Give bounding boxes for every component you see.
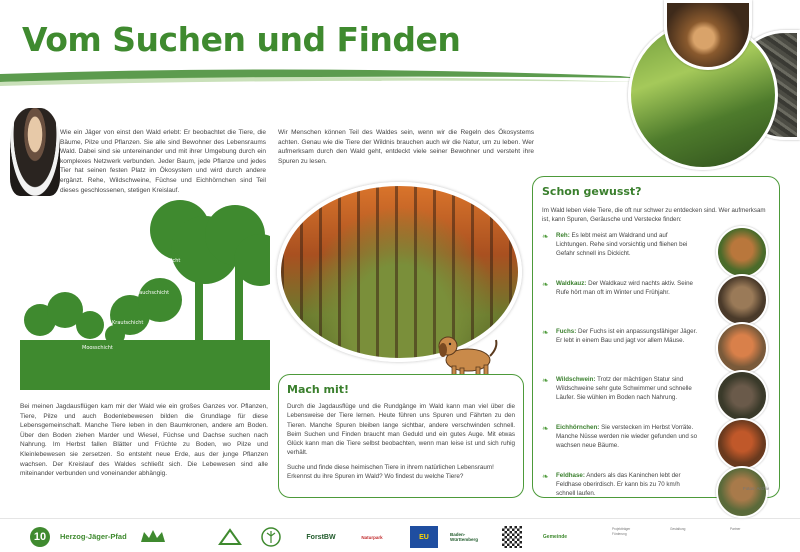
fact-item-fuchs: [542, 328, 770, 376]
squirrel-photo: [716, 418, 768, 470]
partner-list: Projektträger Förderung: [612, 527, 631, 536]
bw-logo: Baden-Württemberg: [450, 532, 478, 542]
fact-text: Der Waldkauz wird nachts aktiv. Seine Rufe hört man oft im Winter und Frühjahr.: [556, 280, 693, 296]
fact-item-wildschwein: [542, 376, 770, 424]
fox-photo: [716, 322, 768, 374]
fact-name: Reh:: [556, 232, 570, 239]
partner-logo-deer: [258, 526, 284, 548]
fact-item-waldkauz: [542, 280, 770, 328]
facts-intro: Im Wald leben viele Tiere, die oft nur schwer zu entdecken sind. Wer aufmerksam ist, kann Spuren, Geräusche und Verstecke finden:: [542, 207, 766, 223]
leaf-icon: ❧: [542, 232, 549, 241]
fact-name: Wildschwein:: [556, 376, 596, 383]
leaf-icon: ❧: [542, 376, 549, 385]
layer-label: Baumschicht: [148, 258, 181, 264]
mitmach-text: Durch die Jagdausflüge und die Rundgänge im Wald kann man viel über die Lebensweise der Tiere lernen. Heute führen uns Spuren und Fährten zu den Tieren. Manche Spuren bleiben lange sichtbar, andere verschwinden schnell. Beim Suchen und Finden braucht man Geduld und ein gutes Auge. Mit etwas Glück kann man die Tiere selbst beobachten, wenn man leise ist und sich ruhig verhält.: [287, 403, 515, 457]
qr-code[interactable]: [502, 526, 522, 548]
leaf-icon: ❧: [542, 472, 549, 481]
layer-label: Moosschicht: [82, 345, 113, 351]
fact-item-eichhoernchen: [542, 424, 770, 472]
facts-box: [532, 176, 780, 498]
fact-item-feldhase: [542, 472, 770, 520]
hare-photo: [716, 466, 768, 518]
leaf-icon: ❧: [542, 328, 549, 337]
fact-text: Es lebt meist am Waldrand und auf Lichtungen. Rehe sind vorsichtig und fliehen bei Gefahr schnell ins Dickicht.: [556, 232, 688, 257]
owl-photo: [716, 274, 768, 326]
layer-label: Krautschicht: [112, 320, 144, 326]
intro-text: Wie ein Jäger von einst den Wald erlebt: Er beobachtet die Tiere, die Bäume, Pilze und Pflanzen. Sie alle sind Bewohner des Lebensraums Wald. Dabei sind sie untereinander und mit ihrer Umgebung durch ein komplexes Netzwerk verbunden. Jeder Baum, jede Pflanze und jedes Tier hat seinen festen Platz im Ökosystem und wird durch andere ergänzt. Rehe, Wildschweine, Füchse und Eichhörnchen sind Teil dieses geschlossenen, stetigen Kreislauf.: [60, 129, 266, 194]
fact-name: Fuchs:: [556, 328, 577, 335]
page-title: Vom Suchen und Finden: [22, 20, 461, 59]
partner-list: Partner: [730, 527, 741, 531]
deer-photo: [716, 226, 768, 278]
leaf-icon: ❧: [542, 280, 549, 289]
fact-name: Waldkauz:: [556, 280, 587, 287]
fact-item-reh: [542, 232, 770, 280]
bottom-left-text: Bei meinen Jagdausflügen kam mir der Wald wie ein großes Ganzes vor. Pflanzen, Tiere, Pilze und auch Bodenlebewesen bilden die Grundlage für diese Lebensgemeinschaft. Manche Tiere leben in den Baumkronen, andere am Boden. Über den Boden ziehen Marder und Wiesel, Füchse und Dachse suchen nach Nahrung. Im Herbst fallen Blätter und Früchte zu Boden, wo Pilze und Kleinlebewesen sie zersetzen. So entsteht neue Erde, aus der junge Pflanzen wachsen. Der Kreislauf des Waldes schließt sich. Die Lebewesen sind alle miteinander verbunden und voneinander abhängig.: [20, 403, 268, 478]
fact-name: Eichhörnchen:: [556, 424, 600, 431]
trail-name: Herzog-Jäger-Pfad: [60, 532, 127, 541]
mitmach-text-2: Suche und finde diese heimischen Tiere in ihrem natürlichen Lebensraum! Erkennst du ihre Spuren im Wald? Wo findest du welche Tiere?: [287, 463, 494, 481]
fact-text: Der Fuchs ist ein anpassungsfähiger Jäger. Er lebt in einem Bau und jagt vor allem Mäuse.: [556, 328, 698, 344]
naturpark-logo: Naturpark: [361, 534, 383, 540]
boar-photo: [716, 370, 768, 422]
municipality-logo: Gemeinde: [542, 534, 568, 540]
facts-title: Schon gewusst?: [542, 185, 642, 198]
page-number: 10: [30, 527, 50, 547]
partner-list: Gestaltung: [670, 527, 686, 531]
fact-text: Sie verstecken im Herbst Vorräte. Manche Nüsse werden nie wieder gefunden und so wachsen neue Bäume.: [556, 424, 698, 449]
eu-flag-logo: EU: [410, 526, 438, 548]
photo-credit: Fotos: Archiv: [742, 486, 769, 491]
mitmach-box: [278, 374, 524, 498]
trail-crown-icon: [140, 529, 166, 543]
hunter-portrait: [10, 108, 60, 196]
forstbw-logo: ForstBW: [306, 533, 336, 541]
fact-text: Anders als das Kaninchen lebt der Feldhase oberirdisch. Er kann bis zu 70 km/h schnell laufen.: [556, 472, 681, 497]
footer: [0, 518, 800, 552]
partner-logo: [215, 526, 245, 548]
fact-name: Feldhase:: [556, 472, 585, 479]
intro-text-2: Wir Menschen können Teil des Waldes sein, wenn wir die Regeln des Ökosystems achten. Genau wie die Tiere der Wildnis brauchen auch wir die Natur, um zu leben. Wer aufmerksam durch den Wald geht, entdeckt viele seiner Bewohner und versteht ihre Spuren zu lesen.: [278, 129, 534, 165]
leaf-icon: ❧: [542, 424, 549, 433]
mitmach-title: Mach mit!: [287, 383, 350, 396]
fact-text: Trotz der mächtigen Statur sind Wildschweine sehr gute Schwimmer und schnelle Läufer. Sie wühlen im Boden nach Nahrung.: [556, 376, 692, 401]
layer-label: Strauchschicht: [132, 290, 170, 296]
